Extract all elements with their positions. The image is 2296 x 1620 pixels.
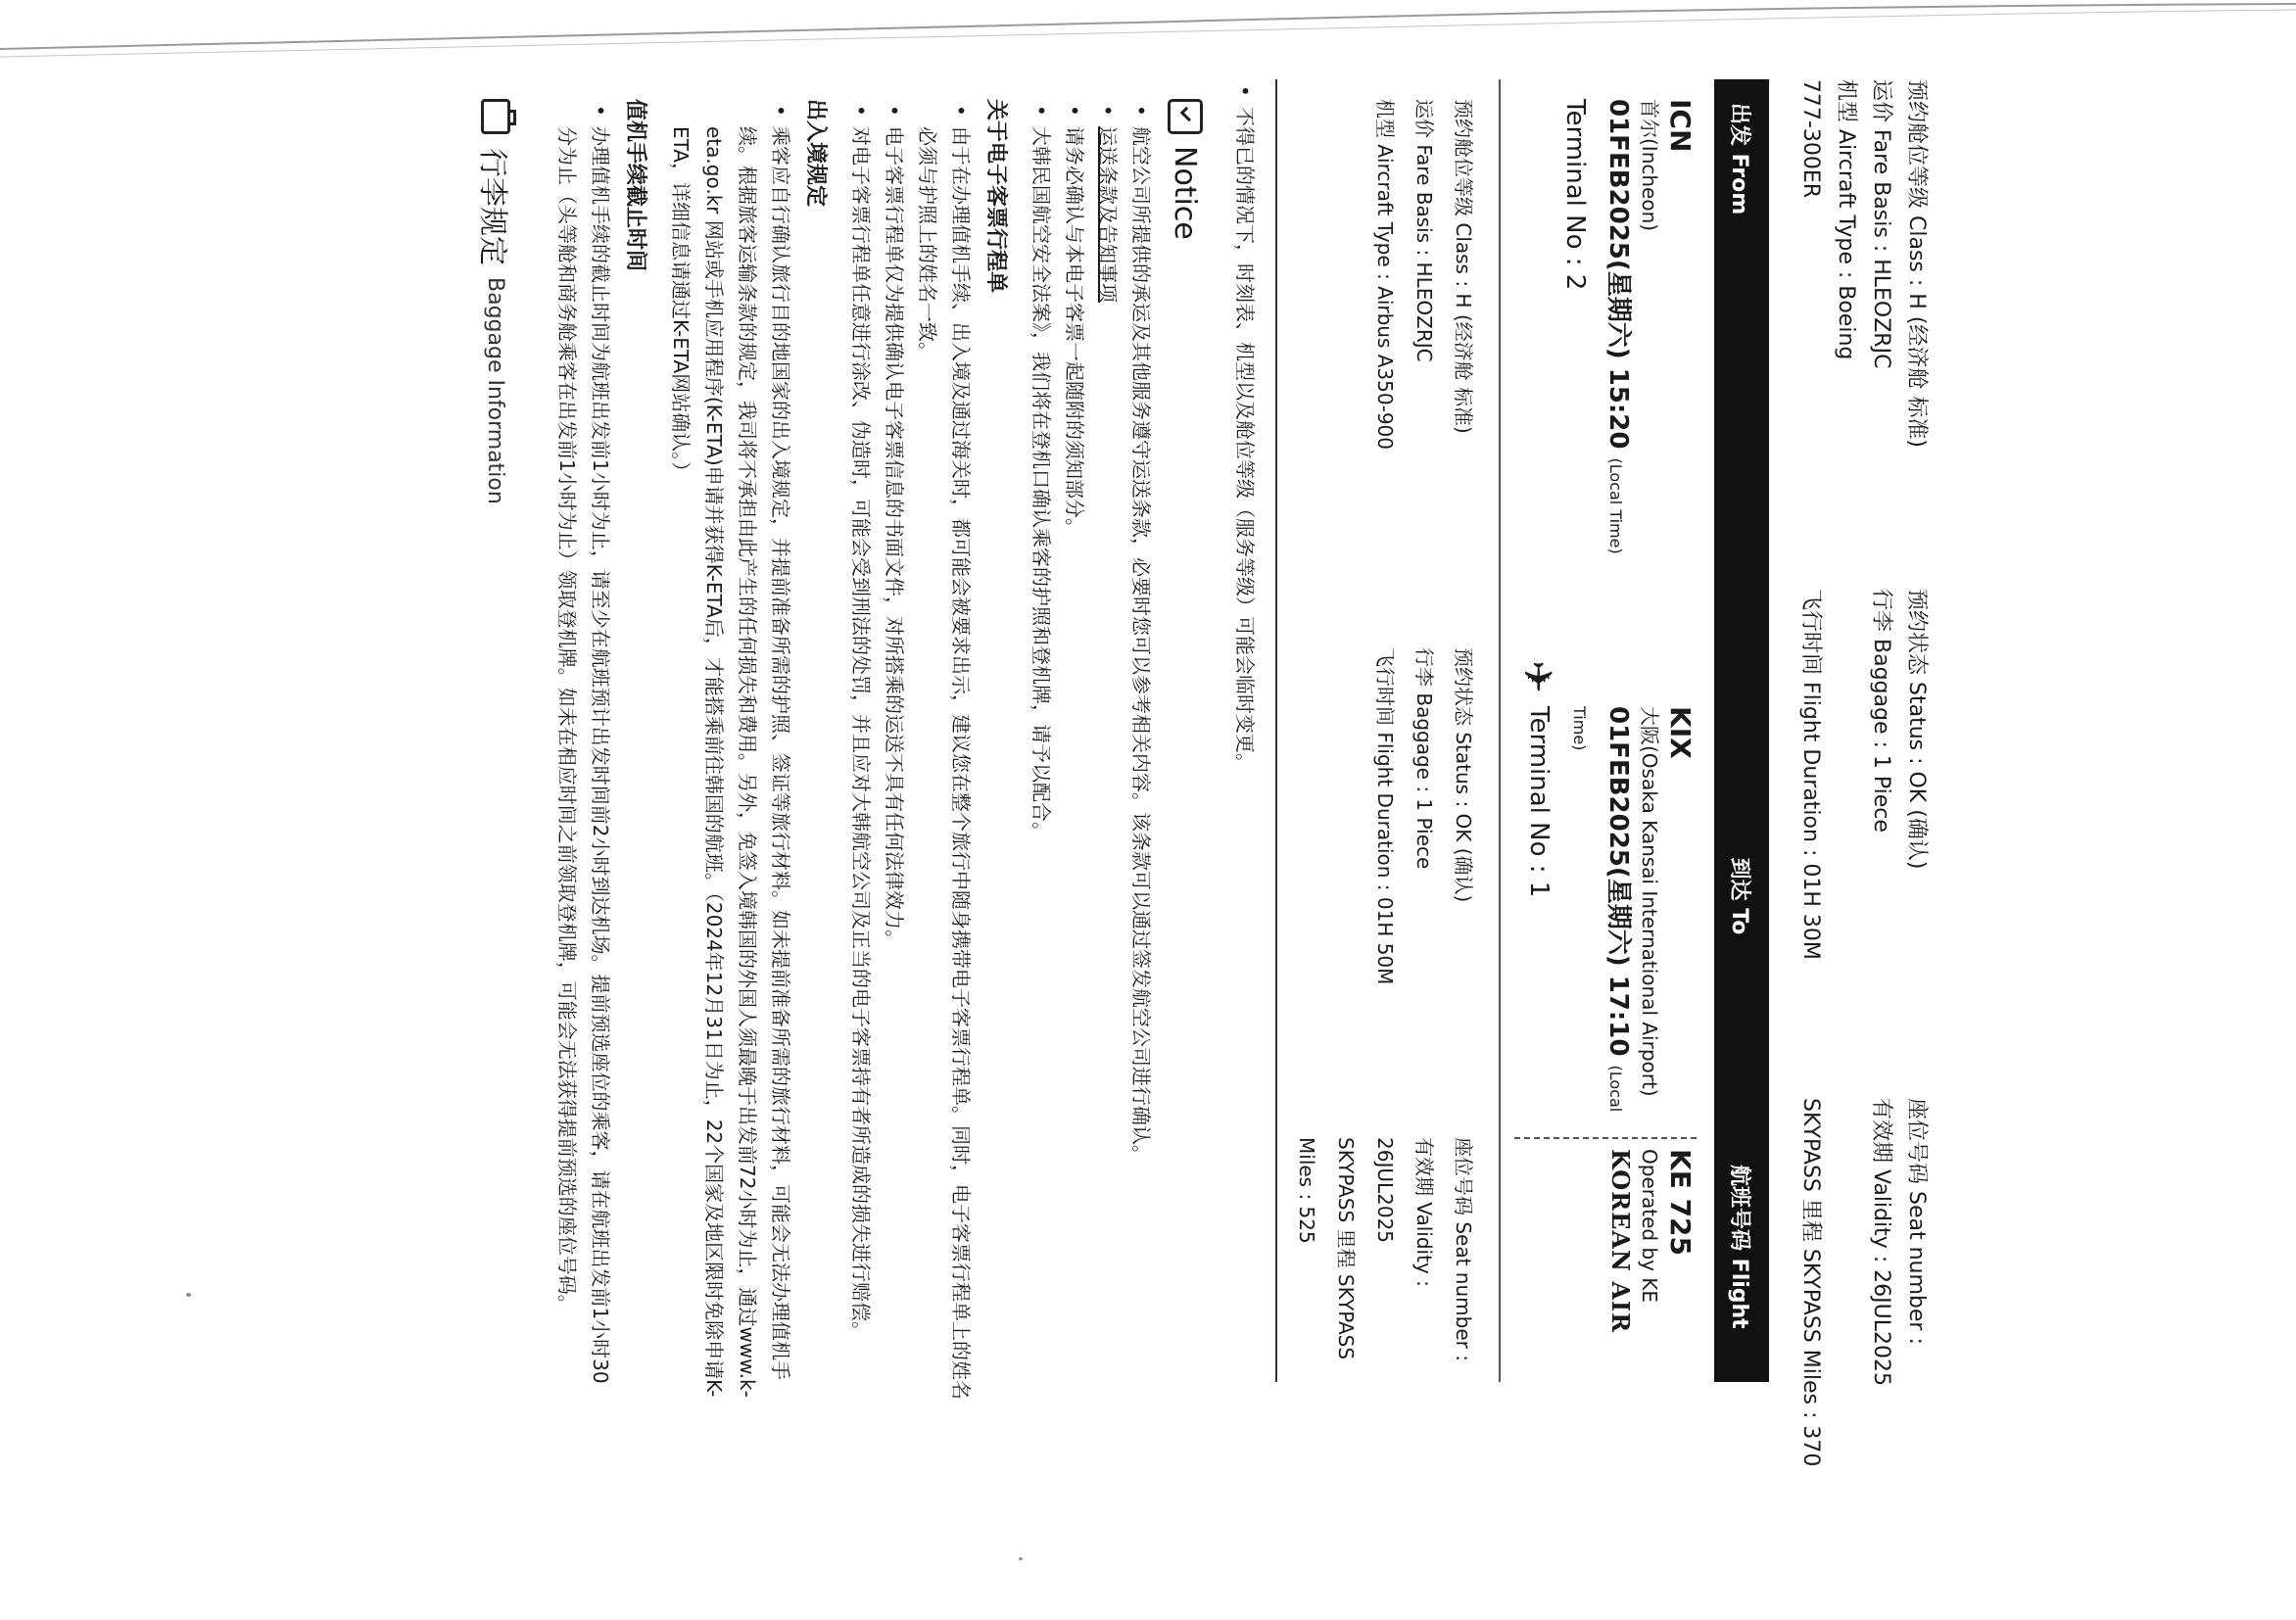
arrival-terminal: Terminal No : 1 bbox=[1524, 706, 1554, 898]
luggage-icon bbox=[481, 99, 510, 134]
aircraft-info: 机型 Aircraft Type : Boeing bbox=[1834, 79, 1858, 360]
scan-edge-artifact bbox=[0, 0, 2296, 69]
flight-block bbox=[1514, 1137, 1697, 1382]
notice-section bbox=[474, 79, 1203, 1402]
checkin-heading: 值机手续截止时间 bbox=[623, 99, 647, 272]
miles-info: SKYPASS 里程 SKYPASS Miles : 370 bbox=[1798, 1098, 1823, 1467]
arrival-block bbox=[1514, 706, 1697, 1137]
detail-duration: 飞行时间 Flight Duration : 01H 50M bbox=[1373, 647, 1397, 985]
flight-header: 航班号码 Flight bbox=[1727, 1165, 1752, 1329]
detail-aircraft: 机型 Aircraft Type : Airbus A350-900 bbox=[1373, 99, 1397, 450]
arrival-place: 大阪(Osaka Kansai International Airport) bbox=[1638, 706, 1661, 1097]
flight-table-header bbox=[1714, 79, 1769, 1382]
aircraft-model: 777-300ER bbox=[1798, 79, 1823, 199]
baggage-info: 行李 Baggage : 1 Piece bbox=[1869, 589, 1893, 833]
departure-place: 首尔(Incheon) bbox=[1638, 99, 1661, 232]
eticket-heading: 关于电子客票行程单 bbox=[983, 99, 1008, 294]
scan-speck bbox=[186, 1293, 191, 1297]
baggage-section-title bbox=[474, 99, 517, 1402]
airplane-icon: ✈ bbox=[1514, 660, 1559, 693]
arrival-code: KIX bbox=[1664, 706, 1697, 759]
from-header: 出发 From bbox=[1727, 103, 1752, 215]
notice-title: Notice bbox=[1168, 146, 1203, 240]
eticket-item: • 电子客票行程单仅为提供确认电子客票信息的书面文件，对所搭乘的运送不具有任何法律效力。 bbox=[878, 99, 911, 1402]
eticket-item: • 由于在办理值机手续、出入境及通过海关时，都可能会被要求出示，建议您在整个旅行中随身携带电子客票行程单。同时，电子客票行程单上的姓名必须与护照上的姓名一致。 bbox=[911, 99, 978, 1402]
baggage-title: 行李规定 bbox=[475, 148, 509, 265]
notice-check-icon bbox=[1168, 99, 1203, 134]
notice-item: • 航空公司所提供的承运及其他服务遵守运送条款，必要时您可以参考相关内容。该条款可以通过签发航空公司进行确认。 bbox=[1124, 99, 1158, 1402]
entry-heading: 出入境规定 bbox=[803, 99, 828, 208]
scan-speck bbox=[1019, 1557, 1023, 1560]
departure-terminal: Terminal No : 2 bbox=[1560, 99, 1590, 291]
validity-info: 有效期 Validity : 26JUL2025 bbox=[1869, 1098, 1893, 1386]
detail-status: 预约状态 Status : OK (确认) bbox=[1452, 647, 1475, 903]
checkin-item: • 办理值机手续的截止时间为航班出发前1小时为止，请至少在航班预计出发时间前2小时到达机场。提前预选座位的乘客，请在航班出发前1小时30分为止（头等舱和商务舱乘客在出发前1小时为止）领取登机牌。如未在相应时间之前领取登机牌，可能会无法获得提前预选的座位号码。 bbox=[550, 99, 617, 1402]
flight-number: KE 725 bbox=[1664, 1149, 1697, 1257]
eticket-item: • 对电子客票行程单任意进行涂改、伪造时，可能会受到刑法的处罚，并且应对大韩航空公司及正当的电子客票持有者所造成的损失进行赔偿。 bbox=[844, 99, 878, 1402]
baggage-subtitle: Baggage Information bbox=[483, 277, 508, 504]
departure-code: ICN bbox=[1664, 99, 1697, 153]
departure-tz: (Local Time) bbox=[1606, 457, 1625, 554]
notice-item: • 请务必确认与本电子客票一起随附的须知部分。 bbox=[1058, 99, 1091, 1402]
detail-baggage: 行李 Baggage : 1 Piece bbox=[1412, 647, 1436, 870]
previous-segment-details bbox=[1793, 79, 1934, 1539]
to-header: 到达 To bbox=[1727, 857, 1752, 935]
arrival-datetime: 01FEB2025(星期六) 17:10 bbox=[1603, 706, 1633, 1057]
segment-details bbox=[1275, 79, 1499, 1382]
fare-info: 运价 Fare Basis : HLEOZRJC bbox=[1869, 79, 1893, 369]
detail-class: 预约舱位等级 Class : H (经济舱 标准) bbox=[1452, 99, 1475, 434]
seat-info: 座位号码 Seat number : bbox=[1904, 1098, 1929, 1345]
flight-segment-table bbox=[1228, 79, 1769, 1382]
notice-item: • 大韩民国航空安全法案》，我们将在登机口确认乘客的护照和登机牌，请予以配合。 bbox=[1025, 99, 1058, 1402]
arrival-tz: (Local Time) bbox=[1570, 706, 1625, 1113]
detail-miles: SKYPASS 里程 SKYPASS Miles : 525 bbox=[1295, 1137, 1358, 1360]
entry-item: • 乘客应自行确认旅行目的地国家的出入境规定，并提前准备所需的护照、签证等旅行材料。如未提前准备所需的旅行材料，可能会无法办理值机手续。根据旅客运输条款的规定，我司将不承担由此产生的任何损失和费用。另外，免签入境韩国的外国人须最晚于出发前72小时为止，通过www.k-eta.go.kr 网站或手机应用程序(K-ETA)申请并获得K-ETA后，才能搭乘前往韩国的航班。（2024年12月31日为止，22个国家及地区限时免除申请K-ETA，详细信息请通过K-ETA网站确认。） bbox=[664, 99, 797, 1402]
duration-info: 飞行时间 Flight Duration : 01H 30M bbox=[1798, 589, 1823, 960]
airline-logo: KOREAN AIR bbox=[1606, 1149, 1635, 1334]
detail-validity: 有效期 Validity : 26JUL2025 bbox=[1373, 1137, 1436, 1287]
departure-datetime: 01FEB2025(星期六) 15:20 bbox=[1603, 99, 1633, 450]
operated-by: Operated by KE bbox=[1638, 1149, 1661, 1304]
detail-fare: 运价 Fare Basis : HLEOZRJC bbox=[1412, 99, 1436, 362]
status-info: 预约状态 Status : OK (确认) bbox=[1904, 589, 1929, 870]
class-info: 预约舱位等级 Class : H (经济舱 标准) bbox=[1904, 79, 1929, 448]
schedule-change-note: • 不得已的情况下，时刻表、机型以及舱位等级（服务等级）可能会临时变更。 bbox=[1228, 79, 1262, 1382]
detail-seat: 座位号码 Seat number : bbox=[1452, 1137, 1475, 1361]
flight-segment-row bbox=[1499, 79, 1714, 1382]
rotated-eticket-page bbox=[255, 79, 1939, 1539]
departure-block bbox=[1514, 79, 1697, 647]
transport-terms-link[interactable]: • 运送条款及告知事项 bbox=[1091, 99, 1124, 1402]
